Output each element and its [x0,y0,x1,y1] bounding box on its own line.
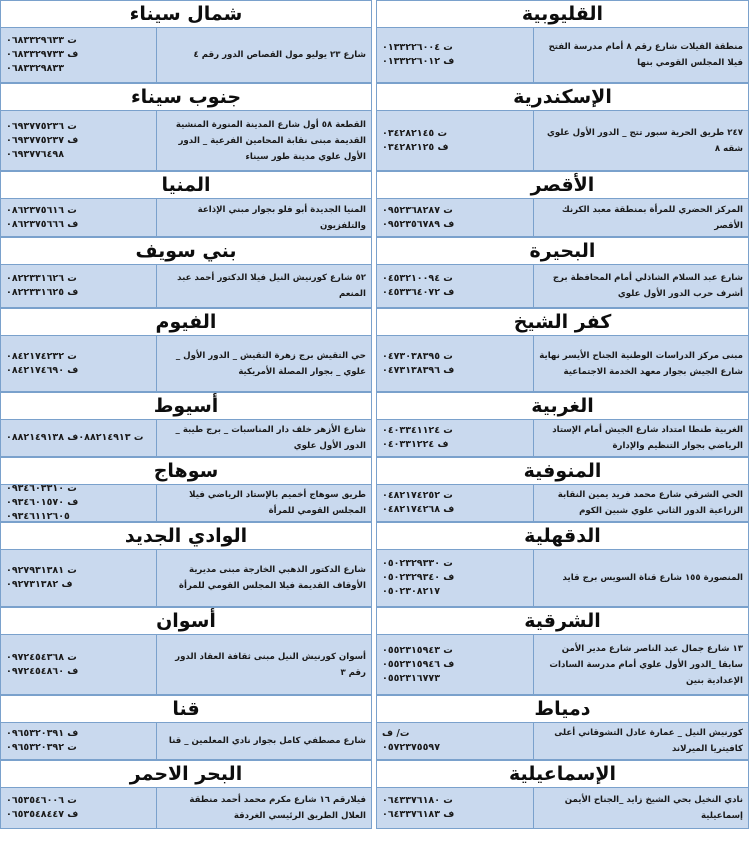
office-address: شارع ٢٣ يوليو مول القصاص الدور رقم ٤ [156,28,371,82]
phone-number: ت ٠٨٢٢٣٣١٦٢٦ [6,273,77,284]
phone-number: ت ٠٩٣٤٦٠٣٣١٠ [6,484,77,494]
office-address: القطعة ٥٨ أول شارع المدينة المنورة المنشية القديمة مبنى نقابة المحامين الفرعية _ الدور الأول علوي مدينة طور سيناء [156,111,371,170]
governorate-title: المنيا [0,171,372,198]
phone-number: ف ٠٩٥٢٣٥٦٧٨٩ [382,218,455,230]
governorate-row [376,335,749,392]
governorate-row [376,198,749,237]
phone-number: ٠٦٨٣٣٢٩٨٣٣ [6,63,64,74]
phone-number: ف ٠٦٤٣٣٧٦١٨٣ [382,809,455,820]
phone-number: ف ٠٤٧٣١٣٨٣٩٦ [382,364,455,376]
phone-numbers [377,635,533,694]
office-address: المنيا الجديدة أبو فلو بجوار مبني الإذاعة والتلفزيون [156,199,371,236]
phone-number: ت ٠٣٤٢٨٢١٤٥ [382,127,448,139]
governorate-title: القليوبية [376,0,749,27]
governorate-title: أسيوط [0,392,372,419]
phone-number: ت ٠٤٧٣٠٣٨٣٩٥ [382,350,453,362]
phone-numbers [377,723,533,759]
governorate-row [376,27,749,83]
office-address: المركز الحضري للمرأة بمنطقة معبد الكرنك الأقصر [533,199,748,236]
office-address: ١٣ شارع جمال عبد الناصر شارع مدير الأمن سابقا _الدور الأول علوي أمام مدرسة السادات الإعدادية بنين [533,635,748,694]
phone-number: ٠٩٣٤٦١١٢٦٠٥ [6,511,70,522]
phone-numbers [1,199,156,236]
phone-numbers [377,28,533,82]
office-address: أسوان كورنيش النيل مبنى ثقافة العقاد الدور رقم ٣ [156,635,371,694]
governorate-row [376,787,749,829]
governorate-title: دمياط [376,695,749,722]
phone-number: ٠٥٧٢٣٧٥٥٩٧ [382,742,440,753]
phone-numbers [377,336,533,391]
governorate-title: البحيرة [376,237,749,264]
phone-numbers [377,550,533,606]
phone-number: ف ٠٦٩٣٧٧٥٢٣٧ [6,134,79,146]
office-address: ٥٢ شارع كورنيش النيل فيلا الدكتور أحمد عبد المنعم [156,265,371,307]
phone-number: ٠٥٠٢٣٠٨٢١٧ [382,586,440,597]
governorate-title: الدقهلية [376,522,749,549]
governorate-row [0,549,372,607]
governorate-title: الإسماعيلية [376,760,749,787]
governorate-title: الغربية [376,392,749,419]
office-address: حي التقيش برج زهرة التقيش _ الدور الأول _ علوي _ بجوار المصلة الأمريكية [156,336,371,391]
governorate-row [0,484,372,522]
phone-number: ت ٠٩٦٥٣٢٠٣٩٢ [6,742,77,753]
governorate-row [376,264,749,308]
office-address: منطقة الفيلات شارع رقم ٨ أمام مدرسة الفتح فيلا المجلس القومي بنها [533,28,748,82]
phone-number: ت ٠١٣٣٢٢٦٠٠٤ [382,42,453,53]
governorate-title: الأقصر [376,171,749,198]
governorate-row [376,549,749,607]
phone-number: ف ٠٣٤٢٨٢١٢٥ [382,141,449,153]
phone-numbers [1,723,156,759]
governorate-title: البحر الاحمر [0,760,372,787]
governorate-title: الإسكندرية [376,83,749,110]
phone-number: ت ٠٨٦٢٣٧٥٦١٦ [6,204,77,216]
phone-number: ف ٠٥٥٢٣١٥٩٤٦ [382,658,455,670]
phone-number: ٠٥٥٢٣١٦٧٧٣ [382,672,440,684]
phone-numbers [377,485,533,521]
phone-number: ت ٠٨٤٢١٧٤٢٣٢ [6,350,77,362]
governorate-row [376,484,749,522]
office-address: شارع الدكتور الذهبي الخارجة مبنى مديرية الأوقاف القديمة فيلا المجلس القومي للمرأة [156,550,371,606]
governorate-row [376,419,749,457]
phone-number: ف ٠١٣٣٢٢٦٠١٢ [382,56,455,67]
phone-number: ف ٠٤٨٢١٧٤٢٦٨ [382,504,455,515]
phone-numbers [1,111,156,170]
governorate-row [0,335,372,392]
phone-numbers [377,199,533,236]
phone-number: ت ٠٥٠٢٣٢٩٣٣٠ [382,558,453,569]
phone-numbers [1,635,156,694]
phone-numbers [1,788,156,828]
office-address: الحي الشرقي شارع محمد فريد يمين النقابة الزراعية الدور الثاني علوي شبين الكوم [533,485,748,521]
phone-numbers [377,788,533,828]
phone-numbers [377,265,533,307]
phone-number: ت ٠٥٥٢٣١٥٩٤٣ [382,644,453,656]
phone-number: ف ٠٦٥٣٥٤٨٤٤٧ [6,809,79,820]
office-address: شارع عبد السلام الشاذلي أمام المحافظة برج أشرف حرب الدور الأول علوي [533,265,748,307]
governorate-row [0,198,372,237]
phone-number: ف ٠٥٠٢٣٢٩٣٤٠ [382,572,455,583]
office-address: شارع الأزهر خلف دار المناسبات _ برج طيبة _ الدور الأول علوي [156,420,371,456]
governorate-title: بني سويف [0,237,372,264]
phone-number: ت ٠٦٨٣٣٢٩٦٣٣ [6,35,77,46]
right-column [376,0,749,868]
phone-number: ف ٠٩٦٥٣٢٠٣٩١ [6,728,79,739]
governorate-row [376,634,749,695]
phone-number: ف ٠٩٣٤٦٠١٥٧٠ [6,497,79,508]
phone-numbers [1,420,156,456]
governorate-title: قنا [0,695,372,722]
governorate-row [0,787,372,829]
governorate-title: المنوفية [376,457,749,484]
governorate-row [0,722,372,760]
governorate-title: الشرقية [376,607,749,634]
left-column [0,0,372,868]
governorate-title: شمال سيناء [0,0,372,27]
phone-number: ف ٠٨٦٢٣٧٥٦٦٦ [6,218,79,230]
governorate-row [0,110,372,171]
office-address: الغربية طنطا امتداد شارع الجيش أمام الإستاد الرياضي بجوار التنظيم والإدارة [533,420,748,456]
governorate-title: الفيوم [0,308,372,335]
phone-number: ت ٠٩٢٧٩٣١٣٨١ [6,565,77,576]
office-address: شارع مصطفي كامل بجوار نادي المعلمين _ قنا [156,723,371,759]
phone-number: ت ٠٩٧٢٤٥٤٣٦٨ [6,651,77,663]
phone-number: ت ٠٦٥٣٥٤٦٠٠٦ [6,795,77,806]
phone-number: ف ٠٤٠٣٣١٢٢٤ [382,439,449,450]
phone-number: ت ٠٤٠٣٣٤١١٢٤ [382,425,453,436]
phone-number: ت/ ف [382,728,410,739]
office-address: فيلارقم ١٦ شارع مكرم محمد أحمد منطقة العلال الطريق الرئيسي الغردقة [156,788,371,828]
phone-number: ف ٠٨٤٢١٧٤٦٩٠ [6,364,79,376]
phone-number: ت ٠٩٥٢٣٦٨٢٨٧ [382,204,453,216]
phone-number: ف ٠٩٢٧٣١٣٨٢ [6,579,73,590]
governorate-title: جنوب سيناء [0,83,372,110]
governorate-row [376,722,749,760]
governorate-title: سوهاج [0,457,372,484]
phone-number: ت ٠٨٨٢١٤٩١٣ف ٠٨٨٢١٤٩١٣٨ [6,432,144,443]
governorate-title: الوادي الجديد [0,522,372,549]
phone-numbers [377,111,533,170]
office-address: ٢٤٧ طريق الحرية سبور تتج _ الدور الأول علوي شقه ٨ [533,111,748,170]
phone-number: ف ٠٦٨٣٣٢٩٧٣٣ [6,49,79,60]
office-address: طريق سوهاج أخميم بالإستاد الرياضي فيلا المجلس القومي للمرأة [156,485,371,521]
phone-number: ف ٠٩٧٢٤٥٤٨٦٠ [6,665,79,677]
office-address: نادي النخيل بحي الشيخ زايد _الجناح الأيمن إسماعيلية [533,788,748,828]
phone-numbers [1,485,156,521]
phone-numbers [1,265,156,307]
phone-number: ت ٠٦٤٣٣٧٦١٨٠ [382,795,453,806]
phone-number: ت ٠٤٥٣٢١٠٠٩٤ [382,273,453,284]
governorate-row [0,419,372,457]
governorate-row [0,27,372,83]
office-address: مبنى مركز الدراسات الوطنية الجناح الأيسر نهاية شارع الجيش بجوار معهد الخدمة الاجتماعية [533,336,748,391]
phone-numbers [377,420,533,456]
phone-numbers [1,336,156,391]
office-address: كورنيش النيل _ عمارة عادل التشوقاني أعلى كافيتريا الميرلاند [533,723,748,759]
governorate-row [0,264,372,308]
governorate-row [0,634,372,695]
phone-number: ت ٠٦٩٣٧٧٥٢٣٦ [6,120,77,132]
phone-number: ت ٠٤٨٢١٧٤٢٥٢ [382,490,453,501]
office-address: المنصورة ١٥٥ شارع قناة السويس برج قايد [533,550,748,606]
governorate-title: كفر الشيخ [376,308,749,335]
phone-numbers [1,550,156,606]
phone-number: ٠٦٩٣٧٧٦٤٩٨ [6,148,64,160]
phone-number: ف ٠٤٥٣٣٦٤٠٧٢ [382,287,455,298]
governorate-title: أسوان [0,607,372,634]
phone-numbers [1,28,156,82]
phone-number: ف ٠٨٢٢٣٣١٦٢٥ [6,287,79,298]
governorate-row [376,110,749,171]
